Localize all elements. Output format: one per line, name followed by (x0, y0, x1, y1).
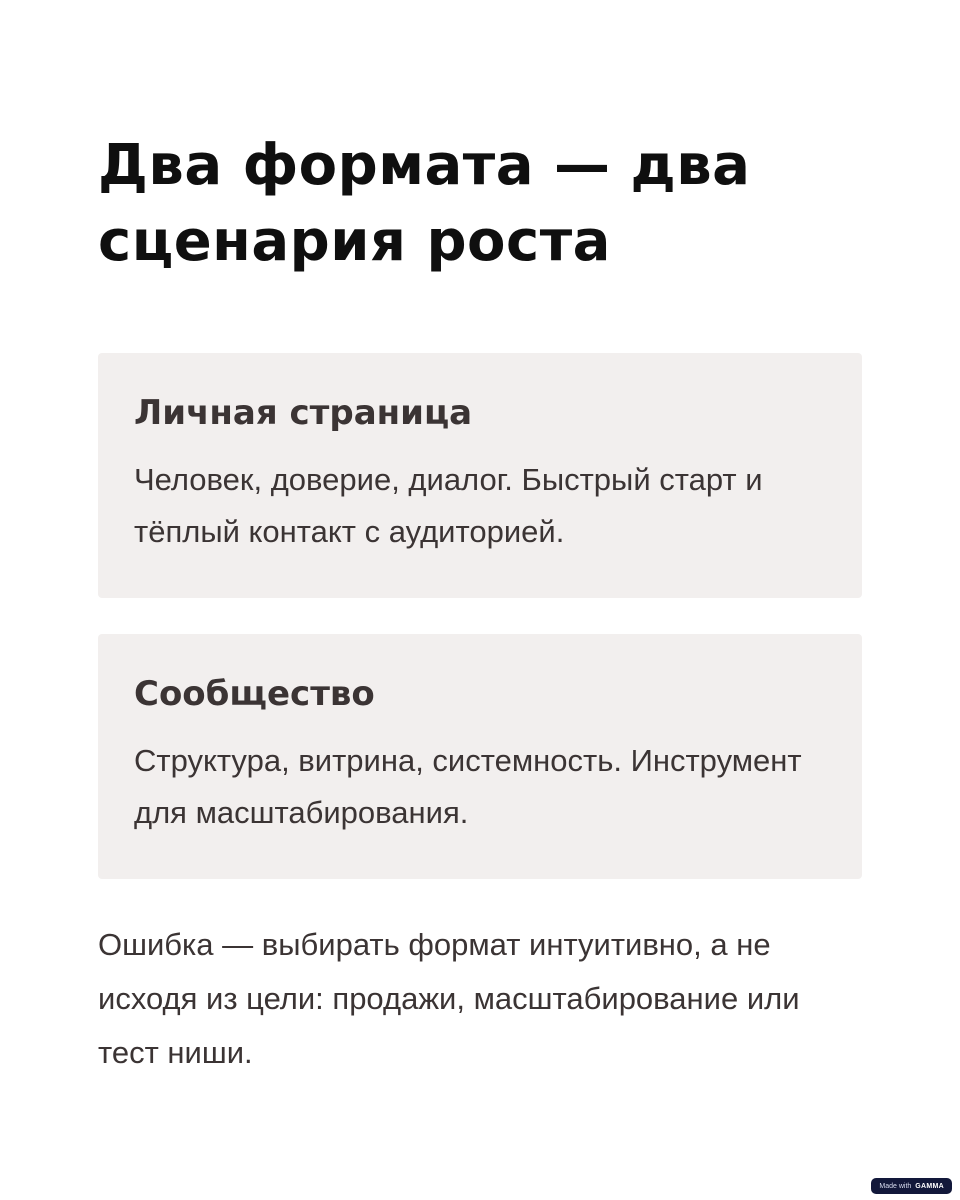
card-community (98, 634, 862, 879)
badge-made-with-label: Made with (879, 1182, 912, 1190)
conclusion-text: Ошибка — выбирать формат интуитивно, а не исходя из цели: продажи, масштабирование или тест ниши. (98, 927, 800, 1070)
card-description: Человек, доверие, диалог. Быстрый старт и тёплый контакт с аудиторией. (134, 462, 763, 549)
card-personal-page (98, 353, 862, 598)
slide-title: Два формата — два сценария роста (98, 133, 751, 274)
card-description: Структура, витрина, системность. Инструмент для масштабирования. (134, 743, 802, 830)
card-title: Личная страница (134, 393, 473, 433)
gamma-logo-text: GAMMA (915, 1182, 944, 1190)
made-with-gamma-badge[interactable] (871, 1178, 952, 1194)
card-title: Сообщество (134, 674, 375, 714)
